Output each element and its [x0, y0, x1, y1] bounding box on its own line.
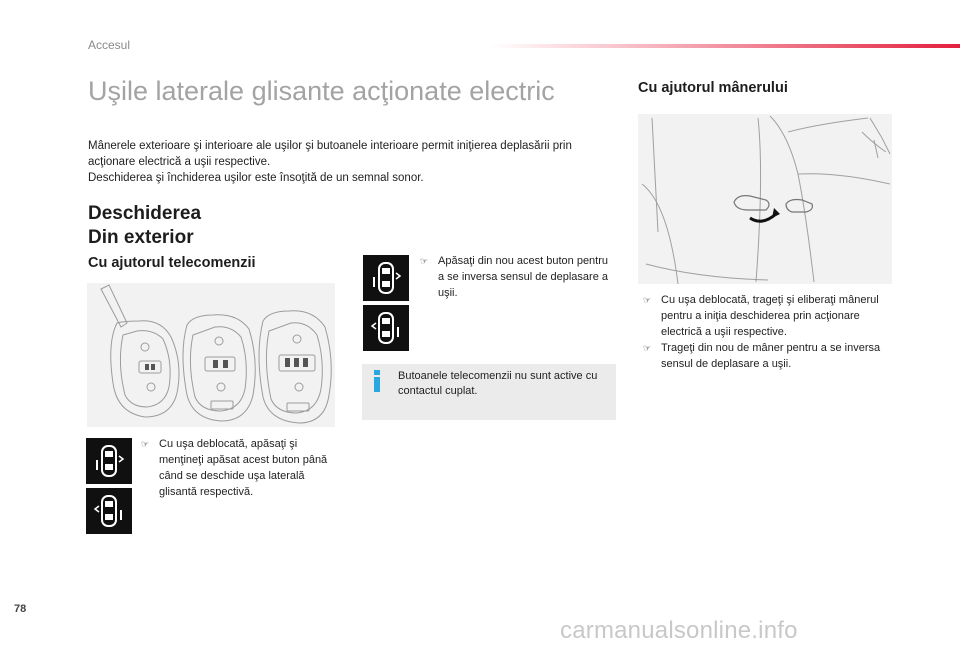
arrow-bullet-icon: ☞ — [141, 439, 150, 449]
header-accent-bar — [490, 44, 960, 48]
watermark: carmanualsonline.info — [560, 617, 798, 644]
opening-heading-1: Deschiderea — [88, 203, 202, 224]
remote-keys-illustration — [87, 283, 335, 427]
opening-heading — [88, 202, 201, 250]
door-handle-drawing — [638, 114, 892, 284]
remote-bullet — [141, 436, 331, 500]
info-text: Butoanele telecomenzii nu sunt active cu contactul cuplat. — [398, 370, 598, 397]
info-glyph — [371, 370, 383, 392]
page-number: 78 — [14, 603, 27, 615]
arrow-bullet-icon: ☞ — [420, 256, 429, 266]
right-sliding-door-key-icon — [86, 488, 132, 534]
remote-repeat-text: Apăsaţi din nou acest buton pentru a se inversa sensul de deplasare a uşii. — [438, 255, 609, 299]
remote-repeat-bullet — [420, 253, 610, 301]
left-sliding-door-key-icon — [86, 438, 132, 484]
arrow-bullet-icon: ☞ — [643, 295, 652, 305]
page-title: Uşile laterale glisante acţionate electric — [88, 76, 555, 106]
door-handle-illustration — [638, 114, 892, 284]
opening-heading-2: Din exterior — [88, 227, 194, 248]
remote-keys-drawing — [87, 283, 335, 427]
left-sliding-door-key-icon — [363, 255, 409, 301]
intro-text — [88, 138, 608, 186]
right-sliding-door-key-icon — [363, 305, 409, 351]
door-left-icon — [363, 255, 409, 301]
door-right-icon — [86, 488, 132, 534]
info-icon — [371, 370, 383, 392]
handle-heading: Cu ajutorul mânerului — [638, 80, 788, 96]
section-label: Accesul — [88, 38, 131, 52]
intro-line-2: Deschiderea şi închiderea uşilor este însoţită de un semnal sonor. — [88, 172, 424, 184]
handle-bullet-1-text: Cu uşa deblocată, trageţi şi eliberaţi mânerul pentru a iniţia deschiderea prin acţionare electrică a uşii respective. — [661, 294, 879, 338]
intro-line-1: Mânerele exterioare şi interioare ale uşilor şi butoanele interioare permit iniţierea deplasării prin acţionare electrică a uşii respective. — [88, 140, 572, 168]
door-right-icon — [363, 305, 409, 351]
door-left-icon — [86, 438, 132, 484]
remote-heading: Cu ajutorul telecomenzii — [88, 255, 256, 271]
arrow-bullet-icon: ☞ — [643, 343, 652, 353]
handle-bullet-2-text: Trageţi din nou de mâner pentru a se inversa sensul de deplasare a uşii. — [661, 342, 881, 370]
remote-bullet-text: Cu uşa deblocată, apăsaţi şi menţineţi apăsat acest buton până când se deschide uşa laterală glisantă respectivă. — [159, 438, 328, 498]
handle-bullet-2 — [643, 340, 883, 372]
handle-bullet-1 — [643, 292, 883, 340]
